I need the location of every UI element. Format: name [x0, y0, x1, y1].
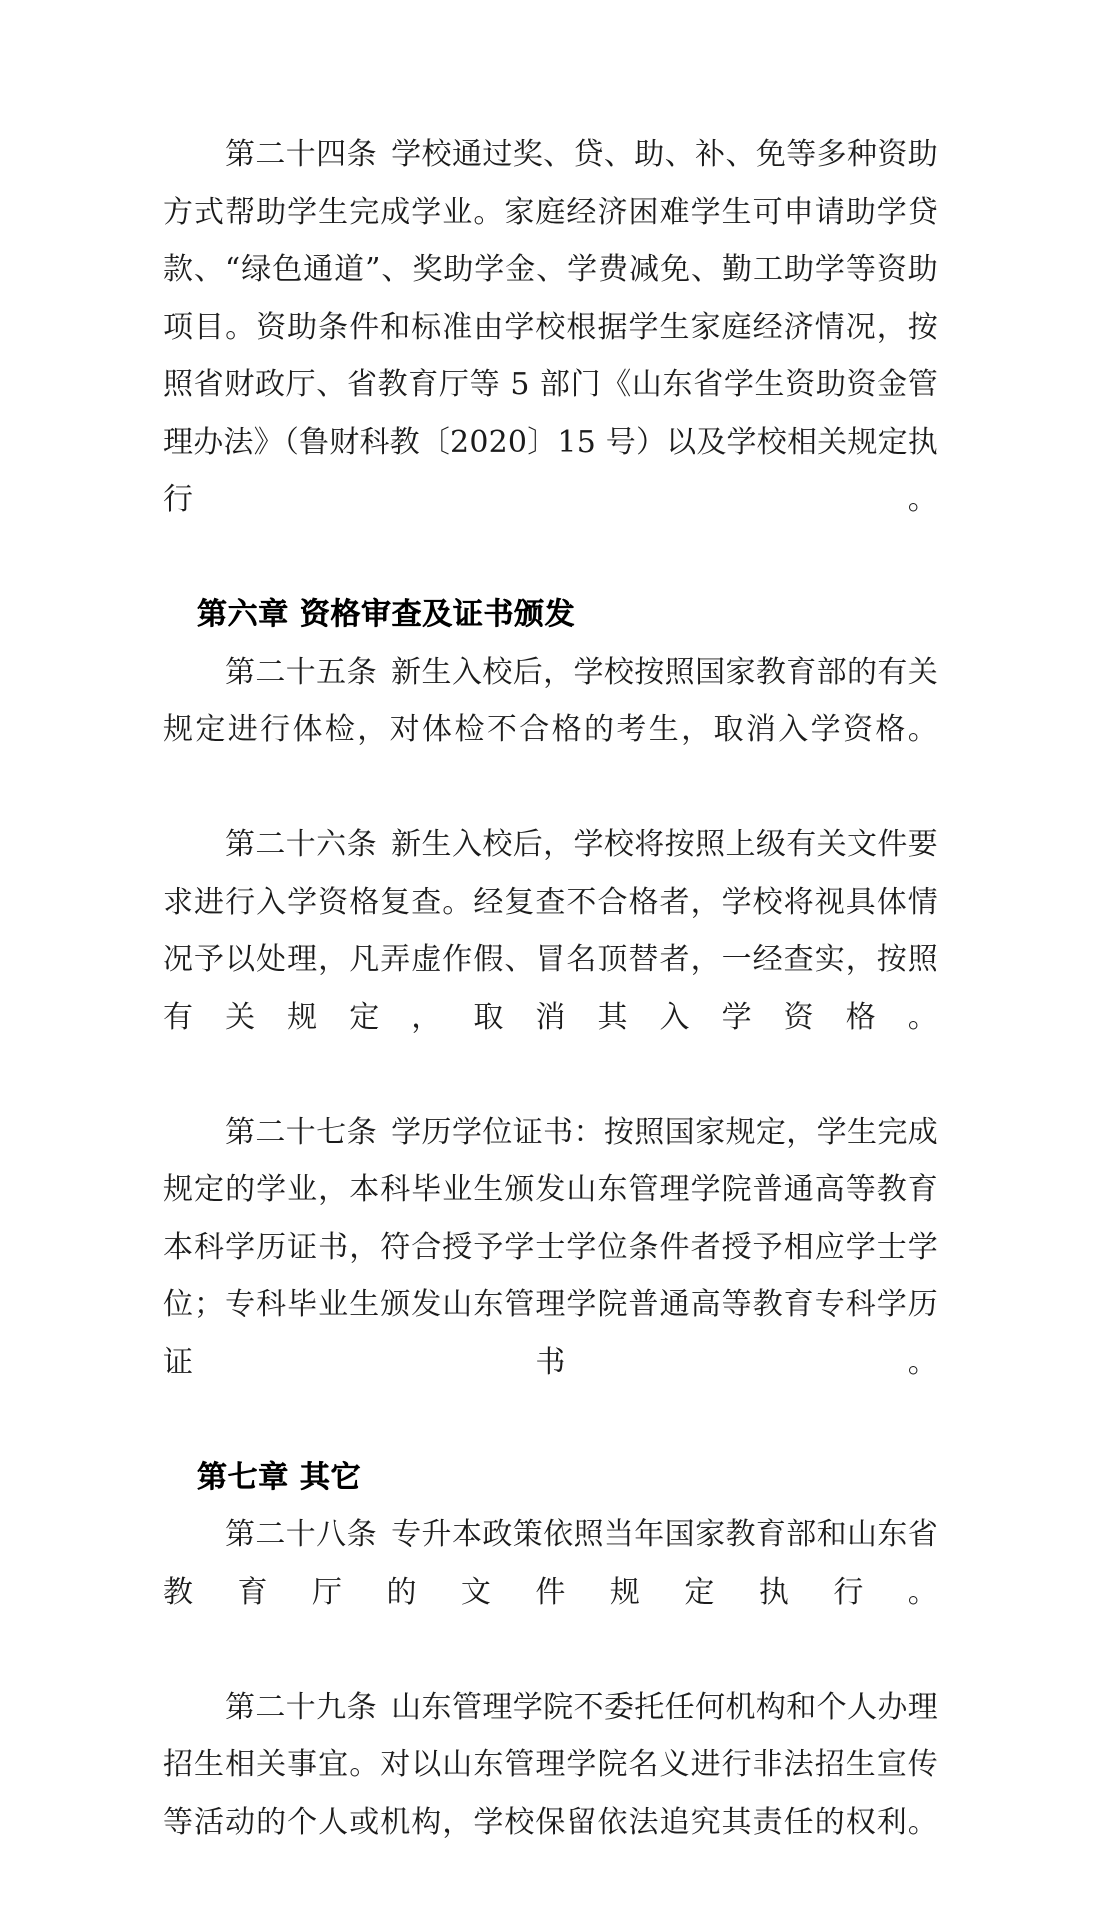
- article-24-body: 学校通过奖、贷、助、补、免等多种资助方式帮助学生完成学业。家庭经济困难学生可申请助学贷款、“绿色通道”、奖助学金、学费减免、勤工助学等资助项目。资助条件和标准由学校根据学生家庭经济情况，按照省财政厅、省教育厅等 5 部门《山东省学生资助资金管理办法》（鲁财科教〔2020〕15 号）以及学校相关规定执行。: [163, 137, 939, 517]
- article-27-paragraph: [163, 1104, 938, 1449]
- article-24-paragraph: [163, 126, 938, 586]
- article-26-label: 第二十六条: [225, 827, 377, 862]
- chapter-7-heading: 第七章 其它: [197, 1459, 362, 1495]
- text-column: [163, 126, 938, 1909]
- article-29-body: 山东管理学院不委托任何机构和个人办理招生相关事宜。对以山东管理学院名义进行非法招生宣传等活动的个人或机构，学校保留依法追究其责任的权利。: [163, 1689, 939, 1840]
- chapter-6-heading: 第六章 资格审查及证书颁发: [197, 597, 576, 632]
- article-27-body: 学历学位证书：按照国家规定，学生完成规定的学业，本科毕业生颁发山东管理学院普通高等教育本科学历证书，符合授予学士学位条件者授予相应学士学位；专科毕业生颁发山东管理学院普通高等教育专科学历证书。: [163, 1114, 939, 1380]
- article-25-body: 新生入校后，学校按照国家教育部的有关规定进行体检，对体检不合格的考生，取消入学资格。: [163, 654, 939, 747]
- article-29-paragraph: [163, 1679, 938, 1909]
- article-28-body: 专升本政策依照当年国家教育部和山东省教育厅的文件规定执行。: [163, 1517, 939, 1610]
- article-27-label: 第二十七条: [225, 1114, 377, 1150]
- article-28-paragraph: [163, 1506, 938, 1679]
- article-26-paragraph: [163, 816, 938, 1104]
- article-25-label: 第二十五条: [225, 654, 377, 690]
- article-24-label: 第二十四条: [225, 137, 377, 172]
- article-26-body: 新生入校后，学校将按照上级有关文件要求进行入学资格复查。经复查不合格者，学校将视具体情况予以处理，凡弄虚作假、冒名顶替者，一经查实，按照有关规定，取消其入学资格。: [163, 827, 939, 1035]
- article-29-label: 第二十九条: [225, 1689, 377, 1725]
- article-25-paragraph: [163, 644, 938, 817]
- article-28-label: 第二十八条: [225, 1517, 377, 1552]
